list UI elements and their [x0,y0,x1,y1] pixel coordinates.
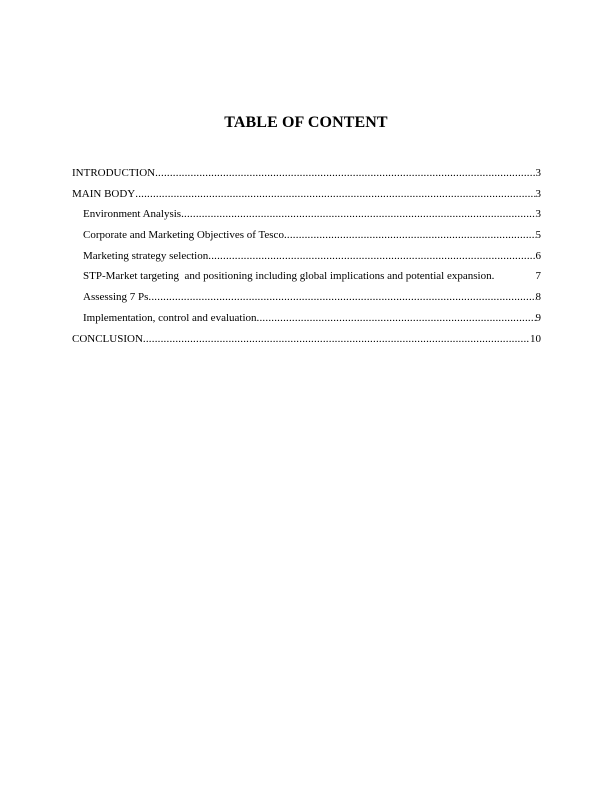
toc-dot-leader [148,290,535,304]
toc-entry-label: Assessing 7 Ps [83,291,149,304]
table-of-contents [72,166,541,352]
toc-dot-leader [135,187,535,201]
toc-entry-page: 3 [535,208,541,221]
toc-entry-introduction[interactable] [72,166,541,187]
toc-entry-main-body[interactable] [72,187,541,208]
toc-dot-leader [257,311,536,325]
toc-entry-page: 5 [535,229,541,242]
toc-entry-page: 3 [535,167,541,179]
toc-entry-stp[interactable] [72,269,541,290]
toc-entry-page: 8 [535,291,541,304]
toc-entry-page: 7 [535,270,541,283]
toc-title: TABLE OF CONTENT [224,114,388,131]
toc-entry-label: Implementation, control and evaluation [83,311,257,324]
toc-entry-label: CONCLUSION [72,332,143,345]
toc-dot-leader [155,166,535,180]
toc-dot-leader [181,207,535,221]
toc-entry-label: INTRODUCTION [72,167,156,179]
toc-entry-page: 9 [535,311,541,324]
toc-entry-objectives[interactable] [72,228,541,249]
toc-entry-label: STP-Market targeting and positioning including global implications and potential expansion. [83,270,495,283]
toc-entry-page: 10 [530,332,541,345]
toc-entry-7ps[interactable] [72,290,541,311]
toc-entry-label: Corporate and Marketing Objectives of Tesco [83,229,284,242]
toc-entry-page: 3 [535,187,541,200]
toc-entry-label: Environment Analysis [83,208,182,221]
toc-entry-page: 6 [535,249,541,262]
toc-dot-leader [208,249,535,263]
toc-dot-leader [284,228,536,242]
toc-entry-strategy-selection[interactable] [72,249,541,270]
toc-dot-leader [143,332,530,346]
toc-entry-environment-analysis[interactable] [72,207,541,228]
toc-entry-implementation[interactable] [72,311,541,332]
toc-entry-label: Marketing strategy selection [83,249,209,262]
toc-entry-conclusion[interactable] [72,332,541,353]
toc-entry-label: MAIN BODY [72,187,136,200]
